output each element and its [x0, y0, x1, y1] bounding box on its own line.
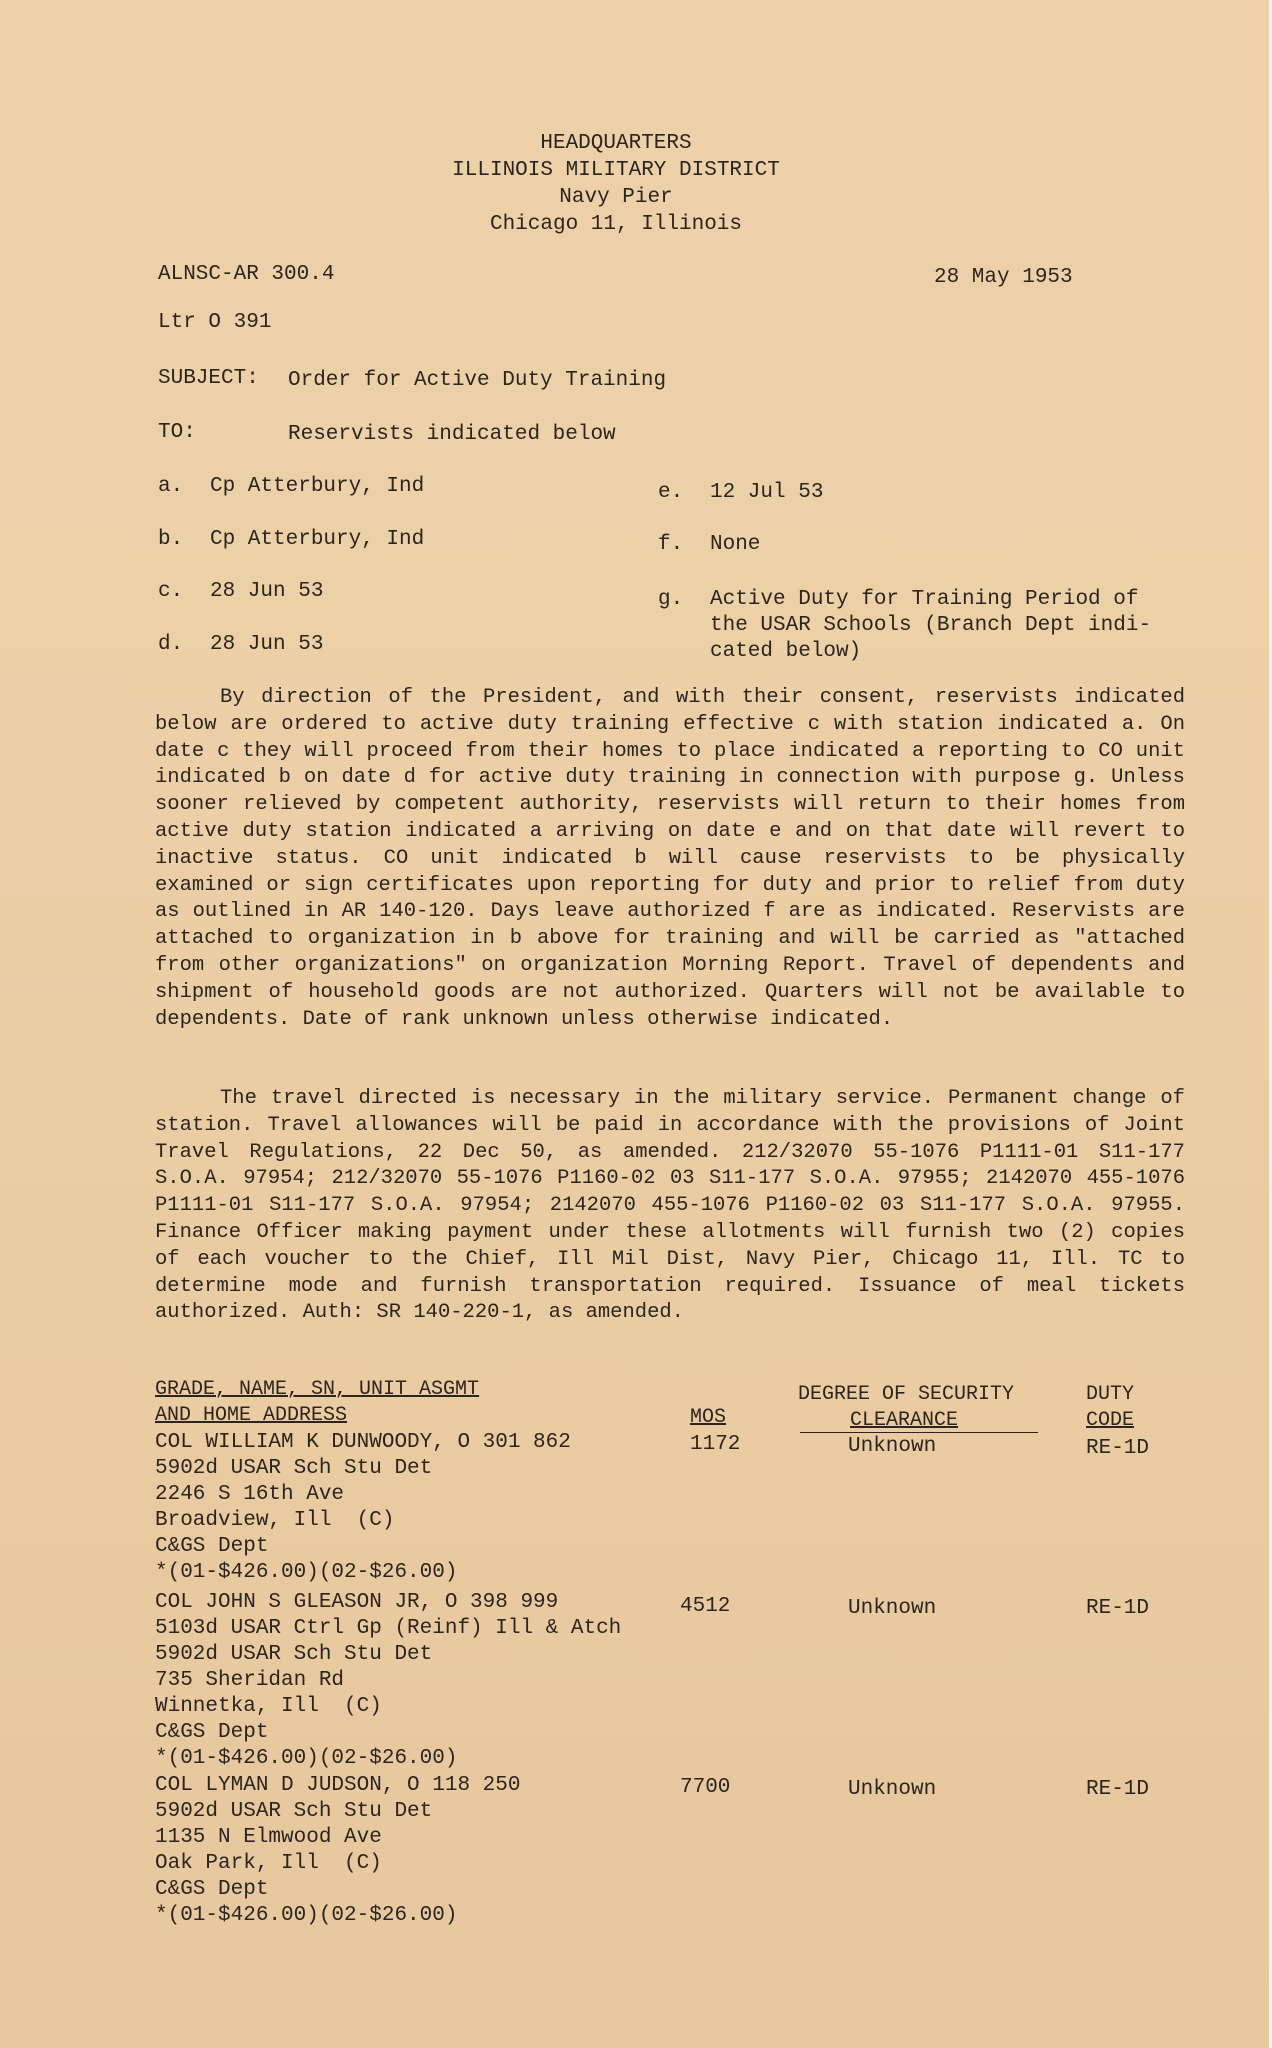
- row-line: COL WILLIAM K DUNWOODY, O 301 862: [155, 1431, 571, 1454]
- row-line: Winnetka, Ill (C): [155, 1695, 382, 1718]
- row-line: COL JOHN S GLEASON JR, O 398 999: [155, 1591, 559, 1614]
- row-duty-code: RE-1D: [1086, 1437, 1150, 1460]
- row-line: C&GS Dept: [155, 1878, 269, 1901]
- column-header-code: CODE: [1086, 1409, 1135, 1432]
- item-d-key: d.: [158, 633, 184, 656]
- column-header-address: AND HOME ADDRESS: [155, 1404, 348, 1427]
- letterhead-location: Navy Pier: [559, 186, 673, 209]
- row-mos: 7700: [680, 1776, 731, 1799]
- item-e-value: 12 Jul 53: [710, 481, 824, 504]
- row-duty-code: RE-1D: [1086, 1597, 1150, 1620]
- row-line: Broadview, Ill (C): [155, 1509, 395, 1532]
- item-c-value: 28 Jun 53: [210, 580, 324, 603]
- item-f-key: f.: [658, 533, 684, 556]
- row-line: 735 Sheridan Rd: [155, 1669, 345, 1692]
- item-a-value: Cp Atterbury, Ind: [210, 475, 425, 498]
- item-g-key: g.: [658, 588, 684, 611]
- item-a-key: a.: [158, 475, 184, 498]
- column-header-mos: MOS: [690, 1406, 727, 1429]
- row-line: 2246 S 16th Ave: [155, 1483, 345, 1506]
- letter-number: Ltr O 391: [158, 311, 272, 334]
- row-line: 5902d USAR Sch Stu Det: [155, 1457, 433, 1480]
- row-line: COL LYMAN D JUDSON, O 118 250: [155, 1774, 521, 1797]
- row-line: *(01-$426.00)(02-$26.00): [155, 1561, 458, 1584]
- row-clearance: Unknown: [848, 1597, 937, 1620]
- item-c-key: c.: [158, 580, 184, 603]
- body-paragraph-1: By direction of the President, and with their consent, reservists indicated below are ordered to active duty training effective c with station indicated a. On date c they will proceed from their homes to place indicated a reporting to CO unit indicated b on date d for active duty training in connection with purpose g. Unless sooner relieved by competent authority, reservists will return to their homes from active duty station indicated a arriving on date e and on that date will revert to inactive status. CO unit indicated b will cause reservists to be physically examined or sign certificates upon reporting for duty and prior to relief from duty as outlined in AR 140-120. Days leave authorized f are as indicated. Reservists are attached to organization in b above for training and will be carried as "attached from other organizations" on organization Morning Report. Travel of dependents and shipment of household goods are not authorized. Quarters will not be available to dependents. Date of rank unknown unless otherwise indicated.: [155, 686, 1185, 1031]
- row-line: 5902d USAR Sch Stu Det: [155, 1643, 433, 1666]
- clearance-underline: [800, 1432, 1038, 1433]
- to-label: TO:: [158, 421, 196, 444]
- item-b-value: Cp Atterbury, Ind: [210, 528, 425, 551]
- to-text: Reservists indicated below: [288, 423, 616, 446]
- row-line: Oak Park, Ill (C): [155, 1852, 382, 1875]
- item-g-line3: cated below): [710, 640, 862, 663]
- column-header-clearance: CLEARANCE: [850, 1409, 959, 1432]
- column-header-name: GRADE, NAME, SN, UNIT ASGMT: [155, 1378, 480, 1401]
- subject-label: SUBJECT:: [158, 367, 259, 390]
- letterhead-district: ILLINOIS MILITARY DISTRICT: [452, 159, 780, 182]
- document-date: 28 May 1953: [934, 266, 1073, 289]
- item-g-line1: Active Duty for Training Period of: [710, 588, 1139, 611]
- item-e-key: e.: [658, 481, 684, 504]
- item-b-key: b.: [158, 528, 184, 551]
- letterhead-city: Chicago 11, Illinois: [489, 213, 743, 236]
- row-clearance: Unknown: [848, 1435, 937, 1458]
- item-d-value: 28 Jun 53: [210, 633, 324, 656]
- column-header-security: DEGREE OF SECURITY: [798, 1383, 1015, 1406]
- subject-text: Order for Active Duty Training: [288, 369, 667, 392]
- row-duty-code: RE-1D: [1086, 1778, 1150, 1801]
- row-line: 1135 N Elmwood Ave: [155, 1826, 382, 1849]
- item-g-line2: the USAR Schools (Branch Dept indi-: [710, 614, 1152, 637]
- row-line: 5103d USAR Ctrl Gp (Reinf) Ill & Atch: [155, 1617, 622, 1640]
- row-line: C&GS Dept: [155, 1535, 269, 1558]
- file-reference: ALNSC-AR 300.4: [158, 263, 335, 286]
- letterhead-hq: HEADQUARTERS: [540, 132, 692, 155]
- row-line: C&GS Dept: [155, 1721, 269, 1744]
- column-header-duty: DUTY: [1086, 1383, 1135, 1406]
- row-clearance: Unknown: [848, 1778, 937, 1801]
- row-mos: 1172: [690, 1433, 741, 1456]
- row-line: *(01-$426.00)(02-$26.00): [155, 1747, 458, 1770]
- item-f-value: None: [710, 533, 761, 556]
- row-mos: 4512: [680, 1595, 731, 1618]
- row-line: 5902d USAR Sch Stu Det: [155, 1800, 433, 1823]
- body-paragraph-2: The travel directed is necessary in the military service. Permanent change of station. Travel allowances will be paid in accordance with the provisions of Joint Travel Regulations, 22 Dec 50, as amended. 212/32070 55-1076 P1111-01 S11-177 S.O.A. 97954; 212/32070 55-1076 P1160-02 03 S11-177 S.O.A. 97955; 2142070 455-1076 P1111-01 S11-177 S.O.A. 97954; 2142070 455-1076 P1160-02 03 S11-177 S.O.A. 97955. Finance Officer making payment under these allotments will furnish two (2) copies of each voucher to the Chief, Ill Mil Dist, Navy Pier, Chicago 11, Ill. TC to determine mode and furnish transportation required. Issuance of meal tickets authorized. Auth: SR 140-220-1, as amended.: [155, 1087, 1185, 1325]
- row-line: *(01-$426.00)(02-$26.00): [155, 1904, 458, 1927]
